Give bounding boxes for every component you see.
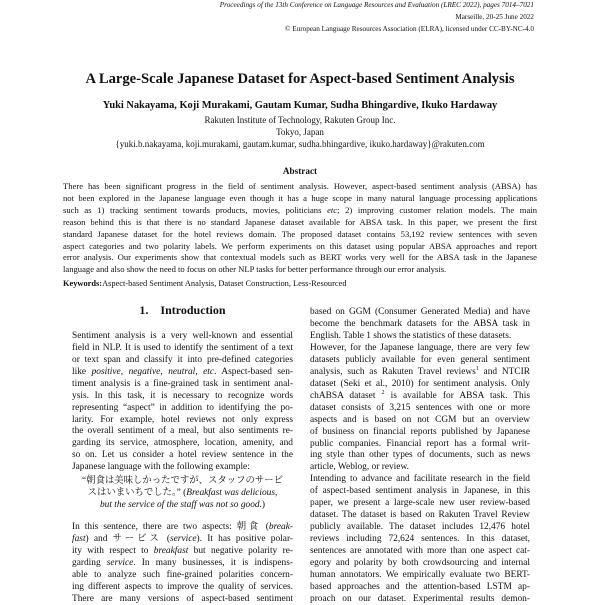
text-line: [310, 461, 530, 473]
text-segment: There has been significant progress in the field of sentiment analysis. However, aspect-based sentiment analysis (ABSA) has: [63, 181, 537, 191]
text-segment: dataset (Seki et al., 2010) for sentiment analysis. Only: [310, 379, 530, 389]
text-segment: ). It has positive polar-: [196, 534, 293, 544]
text-segment: aspect categories and two polarity labels. We perform experiments on this dataset using popular ABSA approaches and report: [63, 240, 537, 251]
text-line: [310, 414, 530, 426]
italic-text: etc: [327, 204, 338, 215]
text-segment: ) and サービス (: [85, 534, 170, 544]
text-line: [72, 461, 293, 473]
text-line: [310, 557, 530, 569]
keywords-value: Aspect-based Sentiment Analysis, Dataset Construction, Less-Resourced: [102, 279, 347, 288]
affiliation: Rakuten Institute of Technology, Rakuten Group Inc.: [204, 115, 396, 125]
text-line: [310, 581, 530, 593]
text-segment: become the benchmark datasets for the ABSA task in: [310, 319, 530, 329]
text-segment: aspects and is based on not CGM but an overview: [310, 415, 530, 425]
text-segment: based approaches and the attention-based LSTM ap-: [310, 582, 530, 592]
text-line: [63, 204, 537, 216]
text-segment: Sentiment analysis is a very well-known and essential: [72, 331, 293, 341]
text-line: [63, 263, 537, 275]
text-line: [72, 425, 293, 437]
text-segment: . Aspect-based sen-: [214, 367, 294, 377]
text-segment: ing style than other types of documents, such as news: [310, 450, 530, 460]
text-line: [72, 545, 293, 557]
text-segment: “朝食は美味しかったですが、スタッフのサービ: [81, 476, 284, 486]
text-segment: Japanese language with the following example:: [72, 462, 250, 472]
italic-text: but the service of the staff was not so good.: [99, 500, 262, 510]
text-line: [72, 533, 293, 545]
italic-text: breakfast: [153, 546, 189, 556]
text-segment: ,: [160, 367, 169, 377]
text-segment: スはいまいちでした。” (: [87, 488, 187, 498]
text-segment: datasets publicly available for even general sentiment: [310, 355, 530, 365]
text-segment: such as 1) tracking sentiment towards products, movies, politicians: [63, 204, 328, 215]
city: Tokyo, Japan: [276, 127, 324, 137]
text-segment: egory and polarity by both crowdsourcing and internal: [310, 558, 530, 568]
text-line: [72, 557, 293, 569]
text-segment: garding its service, atmosphere, location, amenity, and: [72, 438, 293, 448]
text-line: [72, 449, 293, 461]
text-segment: ysis. In this task, it is necessary to recognize words: [72, 391, 293, 401]
text-line: [72, 521, 293, 533]
text-line: [310, 318, 530, 330]
text-segment: like: [72, 367, 92, 377]
text-segment: of aspect-based sentiment analysis in Japanese, in this: [310, 486, 530, 496]
italic-text: fast: [72, 534, 86, 544]
text-segment: Intending to advance and facilitate research in the field: [310, 474, 530, 484]
text-segment: analysis, such as Rakuten Travel reviews: [310, 367, 476, 377]
keywords: [63, 279, 347, 288]
text-segment: ; 2) improving customer relation models. The main: [337, 204, 537, 215]
text-line: [310, 402, 530, 414]
italic-text: service: [106, 558, 134, 568]
text-line: [72, 402, 293, 414]
text-line: [63, 180, 537, 192]
text-line: [310, 569, 530, 581]
text-line: [72, 366, 293, 378]
text-segment: larity. For example, hotel reviews not only express: [72, 415, 293, 425]
text-line: [310, 426, 530, 438]
paper-title: A Large-Scale Japanese Dataset for Aspect-based Sentiment Analysis: [85, 71, 515, 87]
text-segment: of business on financial reports published by Japanese: [310, 427, 530, 437]
text-line: [310, 545, 530, 557]
author-list: Yuki Nakayama, Koji Murakami, Gautam Kumar, Sudha Bhingardive, Ikuko Hardaway: [102, 100, 498, 111]
proceedings-header: Proceedings of the 13th Conference on Language Resources and Evaluation (LREC 2022), pages 7014–7021: [219, 1, 534, 9]
abstract-heading: Abstract: [282, 166, 318, 176]
text-segment: sentences are annotated with more than one aspect cat-: [310, 546, 530, 556]
text-segment: proach on our dataset. Experimental results demon-: [310, 594, 530, 604]
text-line: [310, 390, 530, 402]
text-segment: ity with respect to: [72, 546, 154, 556]
italic-text: break-: [268, 522, 293, 532]
text-line: [72, 330, 293, 342]
text-segment: timent analysis is a fine-grained task in sentiment anal-: [72, 379, 293, 389]
text-segment: reviews including 72,624 sentences. In this dataset,: [310, 534, 530, 544]
text-line: [310, 378, 530, 390]
footnote-marker: 2: [381, 389, 385, 396]
author-emails: {yuki.b.nakayama, koji.murakami, gautam.kumar, sudha.bhingardive, ikuko.hardaway}@rakuten.com: [115, 139, 485, 149]
text-segment: There are many versions of aspect-based sentiment: [72, 594, 293, 604]
text-line: [310, 497, 530, 509]
text-line: [310, 521, 530, 533]
text-segment: so on. Let us consider a hotel review sentence in the: [72, 450, 293, 460]
text-segment: human annotators. We empirically evaluate two BERT-: [310, 570, 530, 580]
text-line: [63, 240, 537, 252]
text-segment: and NTCIR: [478, 367, 530, 377]
text-segment: or text span and classify it into pre-defined categories: [72, 355, 293, 365]
text-segment: able to analyze such fine-grained polarities concern-: [72, 570, 293, 580]
text-line: [310, 593, 530, 605]
italic-text: etc: [203, 367, 215, 377]
text-line: [72, 390, 293, 402]
text-line: [310, 533, 530, 545]
text-line: [72, 378, 293, 390]
text-line: [63, 228, 537, 240]
section-heading-introduction: [72, 303, 293, 318]
text-line: [310, 342, 530, 354]
text-segment: However, for the Japanese language, there are very few: [310, 343, 530, 353]
text-line: [72, 437, 293, 449]
text-line: [310, 306, 530, 318]
italic-text: Breakfast was delicious,: [186, 488, 278, 498]
text-segment: publicly available. The dataset includes 12,476 hotel: [310, 522, 530, 532]
section-number: 1.: [139, 303, 149, 317]
section-title: Introduction: [160, 303, 226, 317]
text-segment: ing different aspects to improve the quality of services.: [72, 582, 293, 592]
text-segment: based on GGM (Consumer Generated Media) and have: [310, 307, 530, 317]
text-line: [72, 475, 293, 487]
text-line: [72, 499, 293, 511]
text-segment: the overall sentiment of a meal, but also sentiments re-: [72, 426, 293, 436]
text-segment: ,: [195, 367, 204, 377]
text-line: [310, 354, 530, 366]
text-segment: public companies. Financial report has a formal writ-: [310, 439, 530, 449]
keywords-label: Keywords:: [63, 279, 103, 288]
conference-location: Marseille, 20-25 June 2022: [455, 13, 534, 21]
text-segment: reason behind this is that there is no standard Japanese dataset available for ABSA task. In this paper, we present the first: [63, 216, 537, 227]
text-segment: field in NLP. It is used to identify the sentiment of a text: [72, 343, 293, 353]
text-segment: chABSA dataset: [310, 391, 382, 401]
text-line: [310, 330, 530, 342]
text-line: [310, 473, 530, 485]
text-line: [310, 485, 530, 497]
text-line: [310, 366, 530, 378]
text-segment: dataset consists of 3,215 sentences with one or more: [310, 403, 530, 413]
text-line: [72, 581, 293, 593]
text-segment: representing “aspect” in addition to identifying the po-: [72, 403, 293, 413]
text-line: [72, 569, 293, 581]
text-line: [63, 216, 537, 228]
text-segment: article, Weblog, or review.: [310, 462, 409, 472]
text-segment: is available for ABSA task. This: [384, 391, 530, 401]
text-segment: ): [261, 500, 266, 510]
text-line: [310, 449, 530, 461]
text-segment: language and also show the need to focus on other NLP tasks for better performance through our error analysis.: [63, 264, 447, 275]
text-line: [72, 593, 293, 605]
text-segment: In this sentence, there are two aspects: 朝食 (: [72, 522, 269, 532]
text-segment: standard Japanese dataset for the hotel reviews domain. The proposed dataset contains 53,192 review sentences with seven: [63, 228, 537, 239]
text-line: [310, 509, 530, 521]
text-segment: ,: [120, 367, 129, 377]
footnote-marker: 1: [475, 365, 479, 372]
text-segment: paper, we present a large-scale new user review-based: [310, 498, 530, 508]
license-notice: © European Language Resources Association (ELRA), licensed under CC-BY-NC-4.0: [285, 25, 534, 33]
text-segment: dataset. The dataset is based on Rakuten Travel Review: [310, 510, 530, 520]
text-segment: garding: [72, 558, 107, 568]
text-line: [63, 192, 537, 204]
text-line: [72, 354, 293, 366]
italic-text: negative: [128, 367, 161, 377]
text-segment: error analysis. Our experiments show that contextual models such as BERT works very well for the ABSA task in the Japanese: [63, 252, 537, 263]
text-segment: not been explored in the Japanese language even though it has a huge scope in many natural language processing applications: [63, 192, 537, 203]
italic-text: positive: [91, 367, 121, 377]
italic-text: service: [170, 534, 197, 544]
text-segment: English. Table 1 shows the statistics of these datasets.: [310, 331, 512, 341]
text-line: [63, 251, 537, 263]
text-segment: . In many businesses, it is indispens-: [133, 558, 293, 568]
text-line: [72, 487, 293, 499]
text-line: [72, 342, 293, 354]
italic-text: neutral: [168, 367, 196, 377]
text-segment: but negative polarity re-: [188, 546, 293, 556]
